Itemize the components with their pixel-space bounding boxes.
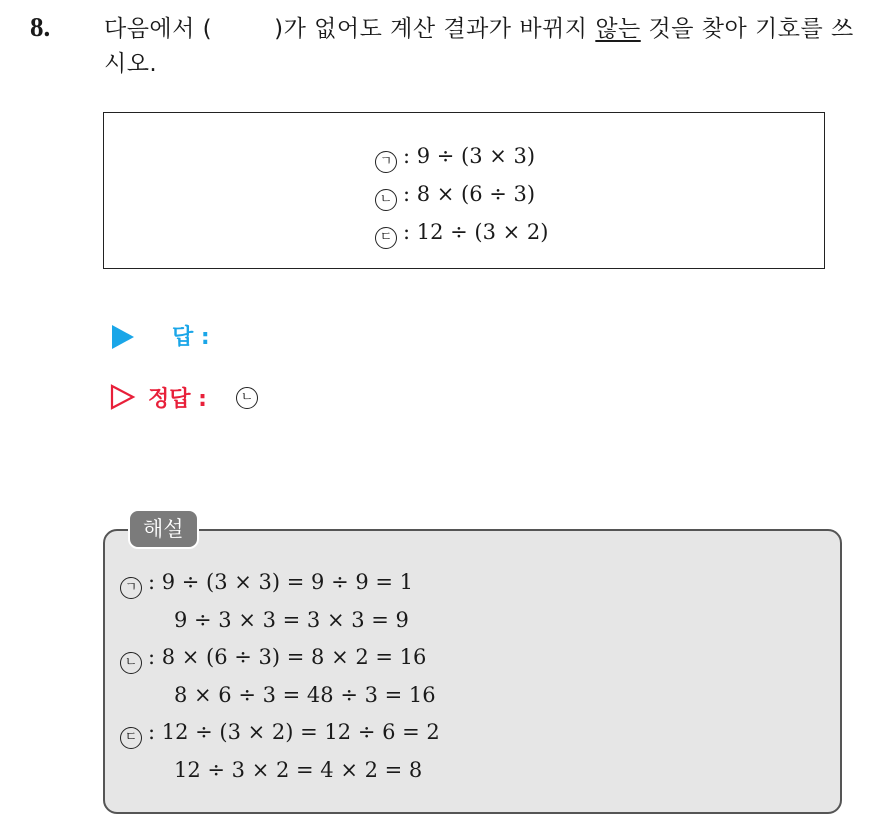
solution-tag: 해설: [128, 509, 199, 549]
expressions-box: [103, 112, 825, 269]
circled-mark-b: ㄴ: [120, 652, 142, 674]
circled-mark-a: ㄱ: [375, 151, 397, 173]
solution-row: [120, 677, 440, 715]
correct-answer-mark: ㄴ: [236, 387, 258, 409]
solution-row-text: : 12 ÷ (3 × 2) = 12 ÷ 6 = 2: [148, 720, 440, 744]
solution-row: [120, 639, 440, 677]
expression-a: [375, 137, 548, 175]
question-text-start: 다음에서 (: [104, 16, 213, 42]
solution-row-text: : 9 ÷ (3 × 3) = 9 ÷ 9 = 1: [148, 570, 414, 594]
expression-c-text: : 12 ÷ (3 × 2): [403, 220, 549, 244]
outline-triangle-icon: [110, 384, 136, 410]
expression-b: [375, 175, 548, 213]
play-triangle-icon: [112, 325, 134, 349]
answer-label: 답 :: [172, 325, 210, 350]
solution-row-text: 8 × 6 ÷ 3 = 48 ÷ 3 = 16: [174, 682, 436, 707]
expression-c: [375, 213, 548, 251]
question-number: 8.: [30, 12, 51, 42]
question-text-middle: )가 없어도 계산 결과가 바뀌지: [274, 16, 596, 42]
expression-a-text: : 9 ÷ (3 × 3): [403, 144, 536, 168]
expressions-list: [375, 137, 548, 251]
solution-box: [103, 529, 842, 814]
solution-content: [120, 564, 440, 789]
circled-mark-c: ㄷ: [120, 727, 142, 749]
correct-answer-label: 정답 :: [148, 387, 207, 412]
solution-row: [120, 564, 440, 602]
solution-row-text: : 8 × (6 ÷ 3) = 8 × 2 = 16: [148, 645, 427, 669]
circled-mark-a: ㄱ: [120, 577, 142, 599]
circled-mark-c: ㄷ: [375, 227, 397, 249]
solution-row-text: 9 ÷ 3 × 3 = 3 × 3 = 9: [174, 607, 409, 632]
solution-row-text: 12 ÷ 3 × 2 = 4 × 2 = 8: [174, 757, 423, 782]
expression-b-text: : 8 × (6 ÷ 3): [403, 182, 536, 206]
question-text-end: 것을 찾아 기호를 쓰시오.: [104, 16, 854, 77]
question-underlined-word: 않는: [595, 16, 641, 42]
solution-row: [120, 752, 440, 790]
solution-row: [120, 714, 440, 752]
circled-mark-b: ㄴ: [375, 189, 397, 211]
correct-answer: [110, 380, 310, 414]
question-text: [104, 12, 874, 82]
solution-row: [120, 602, 440, 640]
